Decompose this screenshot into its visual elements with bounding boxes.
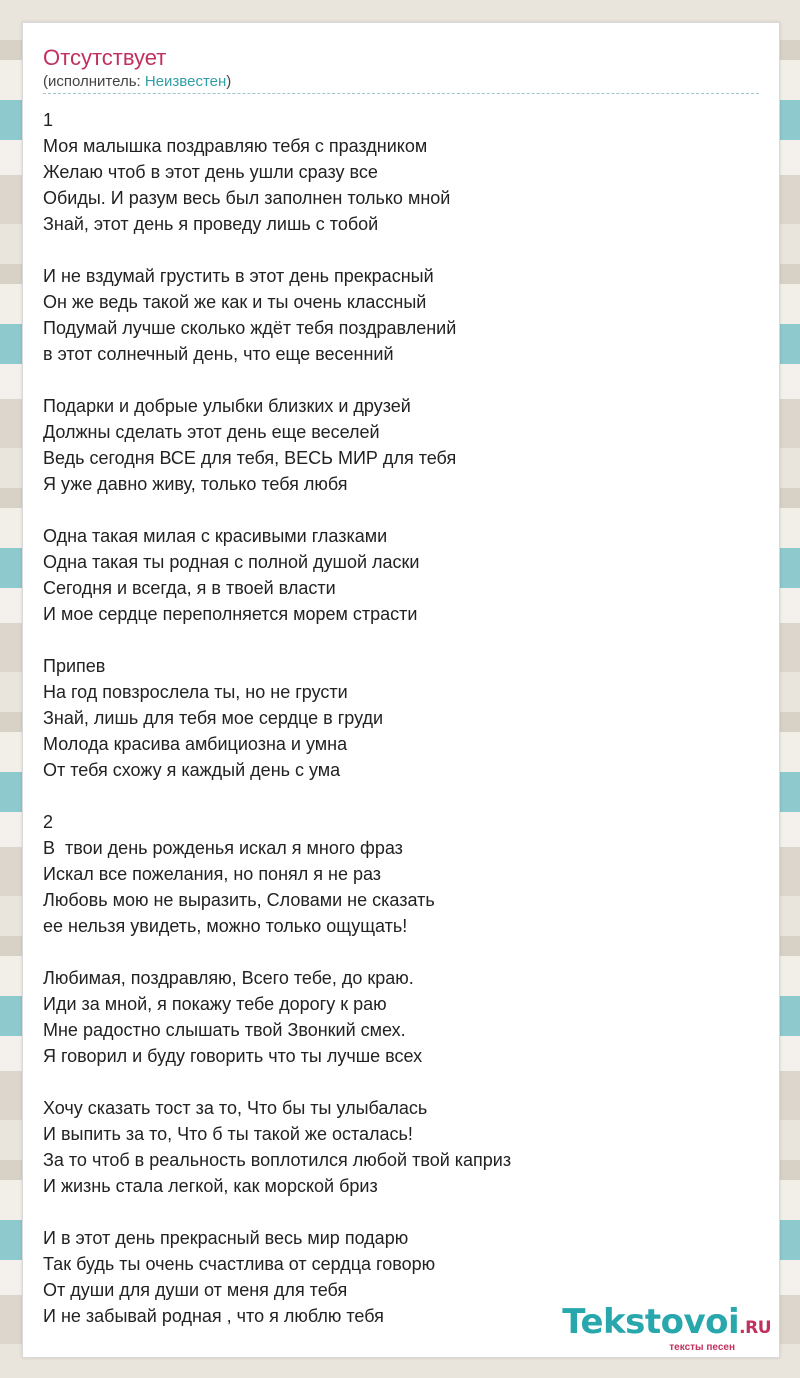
lyric-line: От тебя схожу я каждый день с ума [43, 760, 341, 780]
lyric-line: Подумай лучше сколько ждёт тебя поздравлений [43, 318, 457, 338]
lyrics-card [22, 22, 780, 1358]
lyric-line: в этот солнечный день, что еще весенний [43, 344, 394, 364]
lyric-line: Одна такая милая с красивыми глазками [43, 526, 388, 546]
lyric-line: Иди за мной, я покажу тебе дорогу к раю [43, 994, 387, 1014]
lyric-line: 2 [43, 812, 54, 832]
lyric-line [43, 1199, 743, 1225]
lyric-line: Искал все пожелания, но понял я не раз [43, 864, 382, 884]
dashed-divider [43, 93, 759, 94]
lyric-line [43, 497, 743, 523]
logo-tld: .RU [739, 1318, 771, 1338]
song-title: Отсутствует [43, 45, 167, 70]
artist-link[interactable]: Неизвестен [144, 73, 227, 90]
lyric-line: Любимая, поздравляю, Всего тебе, до краю. [43, 968, 414, 988]
lyric-line [43, 1069, 743, 1095]
subtitle-prefix: (исполнитель: [43, 73, 145, 90]
lyric-line: И не забывай родная , что я люблю тебя [43, 1306, 384, 1326]
lyric-line: В твои день рожденья искал я много фраз [43, 838, 403, 858]
subtitle-suffix: ) [226, 73, 232, 90]
lyric-line: Молода красива амбициозна и умна [43, 734, 348, 754]
lyric-line: Любовь мою не выразить, Словами не сказать [43, 890, 435, 910]
lyric-line [43, 783, 743, 809]
lyric-line: Моя малышка поздравляю тебя с праздником [43, 136, 428, 156]
lyric-line: Ведь сегодня ВСЕ для тебя, ВЕСЬ МИР для тебя [43, 448, 457, 468]
lyric-line: Одна такая ты родная с полной душой ласки [43, 552, 420, 572]
logo-name: Tekstovoi [562, 1302, 740, 1342]
lyric-line: Знай, лишь для тебя мое сердце в груди [43, 708, 384, 728]
lyric-line: ее нельзя увидеть, можно только ощущать! [43, 916, 408, 936]
lyric-line: За то чтоб в реальность воплотился любой твой каприз [43, 1150, 512, 1170]
lyric-line: И выпить за то, Что б ты такой же осталась! [43, 1124, 413, 1144]
lyric-line: От души для души от меня для тебя [43, 1280, 348, 1300]
lyric-line: Подарки и добрые улыбки близких и друзей [43, 396, 411, 416]
lyric-line: И в этот день прекрасный весь мир подарю [43, 1228, 409, 1248]
site-logo[interactable] [562, 1304, 771, 1353]
lyrics-text [43, 107, 743, 1329]
lyric-line: Мне радостно слышать твой Звонкий смех. [43, 1020, 406, 1040]
lyric-line: И не вздумай грустить в этот день прекрасный [43, 266, 434, 286]
lyric-line: 1 [43, 110, 54, 130]
lyric-line: Сегодня и всегда, я в твоей власти [43, 578, 336, 598]
lyric-line [43, 367, 743, 393]
lyric-line: Так будь ты очень счастлива от сердца говорю [43, 1254, 436, 1274]
lyric-line [43, 627, 743, 653]
song-subtitle [43, 73, 231, 90]
lyric-line: Обиды. И разум весь был заполнен только мной [43, 188, 451, 208]
lyric-line: И мое сердце переполняется морем страсти [43, 604, 418, 624]
lyric-line: И жизнь стала легкой, как морской бриз [43, 1176, 378, 1196]
lyric-line: Я уже давно живу, только тебя любя [43, 474, 348, 494]
lyric-line: На год повзрослела ты, но не грусти [43, 682, 348, 702]
logo-tagline: тексты песен [669, 1342, 735, 1353]
lyric-line [43, 237, 743, 263]
lyric-line: Припев [43, 656, 106, 676]
lyric-line: Должны сделать этот день еще веселей [43, 422, 380, 442]
lyric-line [43, 939, 743, 965]
lyric-line: Я говорил и буду говорить что ты лучше всех [43, 1046, 423, 1066]
lyric-line: Желаю чтоб в этот день ушли сразу все [43, 162, 378, 182]
lyric-line: Он же ведь такой же как и ты очень классный [43, 292, 427, 312]
lyric-line: Знай, этот день я проведу лишь с тобой [43, 214, 379, 234]
lyric-line: Хочу сказать тост за то, Что бы ты улыбалась [43, 1098, 428, 1118]
